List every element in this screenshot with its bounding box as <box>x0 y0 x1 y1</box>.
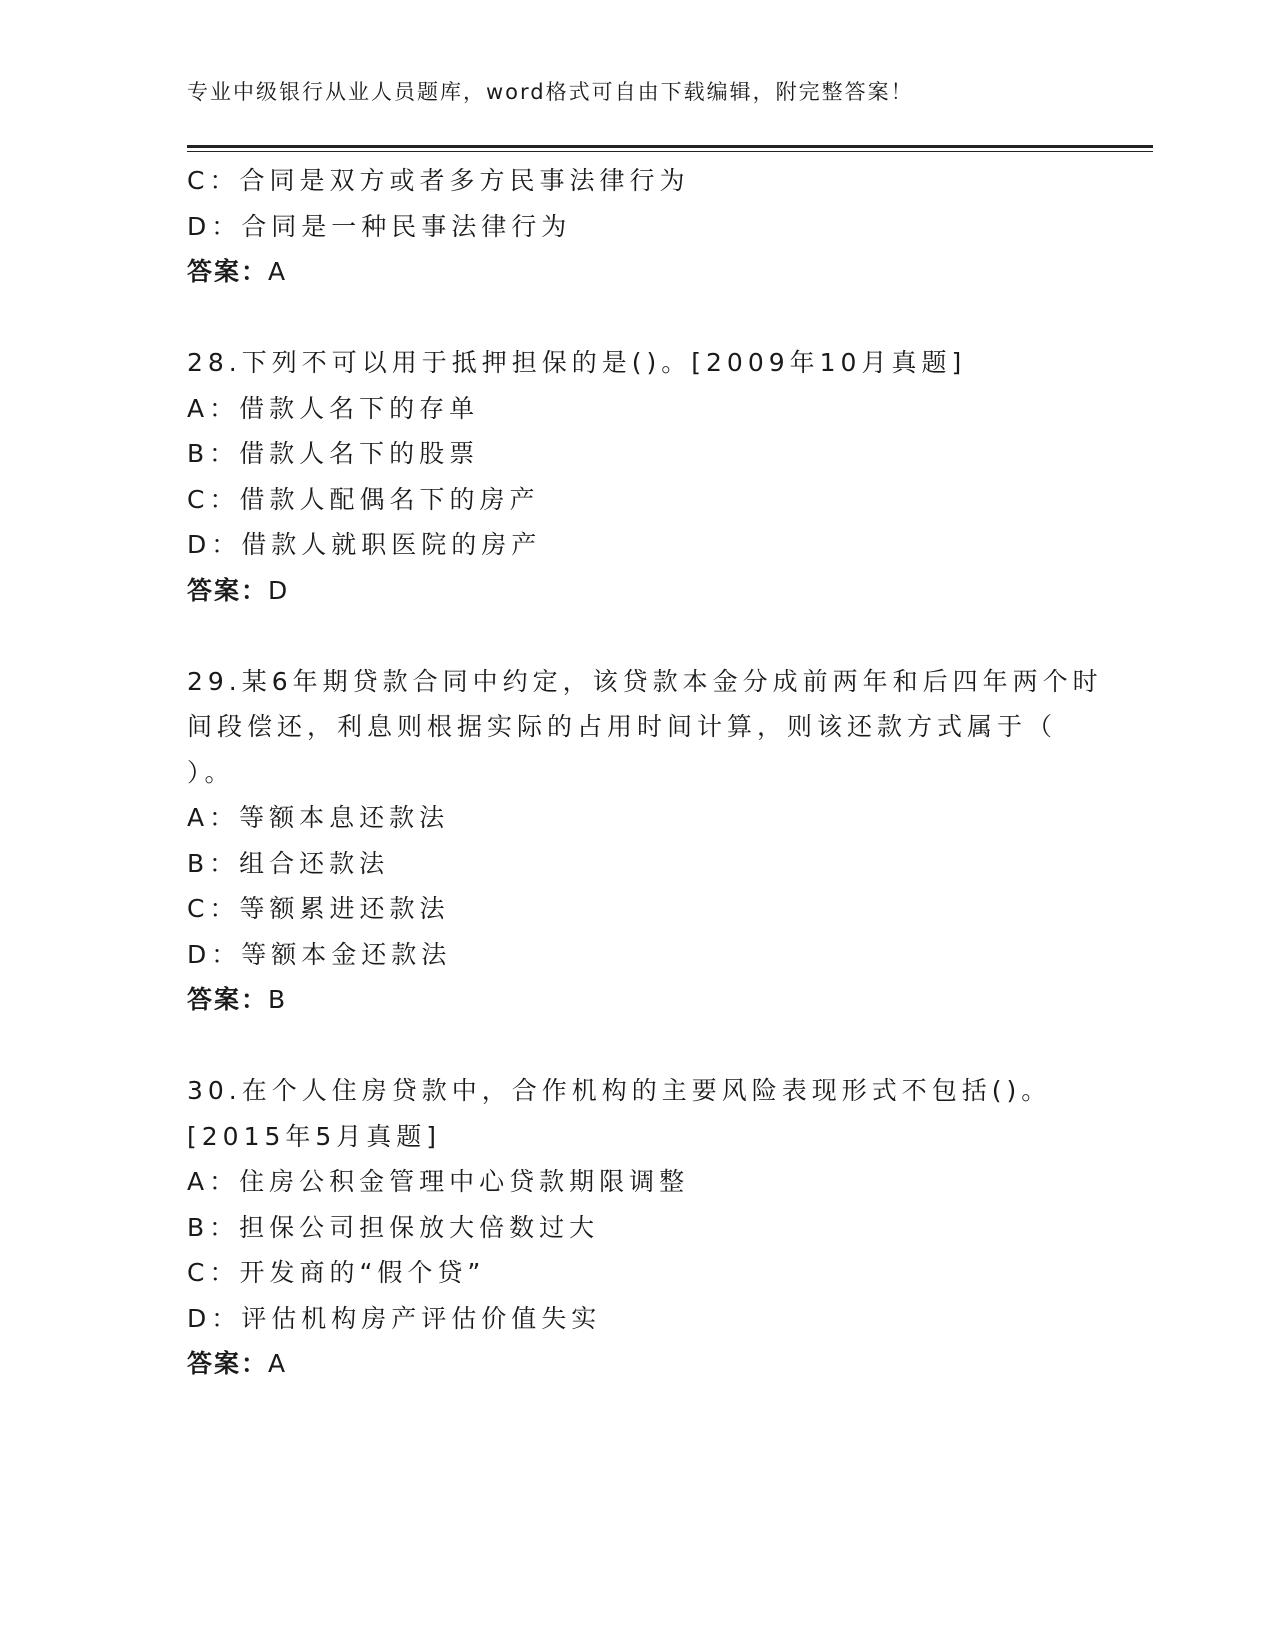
question-line: D：等额本金还款法 <box>187 939 452 969</box>
answer-label: 答案： <box>187 257 269 286</box>
answer-line <box>187 249 1087 295</box>
header-rule-thin <box>187 151 1153 152</box>
answer-line <box>187 1341 1087 1387</box>
question-line: 28.下列不可以用于抵押担保的是()。[2009年10月真题] <box>187 348 967 377</box>
answer-value: B <box>268 985 287 1014</box>
answer-label: 答案： <box>187 575 269 605</box>
question-line: A：等额本息还款法 <box>187 803 450 832</box>
question-line: B：担保公司担保放大倍数过大 <box>187 1212 600 1242</box>
question-line: A：住房公积金管理中心贷款期限调整 <box>187 1167 690 1196</box>
answer-value: A <box>268 257 287 286</box>
question-line: 30.在个人住房贷款中，合作机构的主要风险表现形式不包括()。 <box>187 1076 1052 1105</box>
question-block <box>187 158 1087 295</box>
question-line: C：借款人配偶名下的房产 <box>187 484 540 514</box>
question-line: 间段偿还，利息则根据实际的占用时间计算，则该还款方式属于（ <box>187 712 1058 741</box>
question-line: C：等额累进还款法 <box>187 894 450 923</box>
question-line: D：评估机构房产评估价值失实 <box>187 1303 602 1333</box>
answer-label: 答案： <box>187 1349 269 1378</box>
question-line: ）。 <box>187 757 235 787</box>
block-gap <box>187 295 1087 341</box>
question-list <box>187 158 1103 1387</box>
answer-value: A <box>268 1349 287 1378</box>
answer-line <box>187 977 1087 1023</box>
block-gap <box>187 613 1087 659</box>
question-line: B：借款人名下的股票 <box>187 439 480 468</box>
question-block <box>187 340 1087 613</box>
question-line: 29.某6年期贷款合同中约定，该贷款本金分成前两年和后四年两个时 <box>187 666 1103 696</box>
page-header: 专业中级银行从业人员题库，word格式可自由下载编辑，附完整答案！ <box>187 80 914 104</box>
answer-label: 答案： <box>187 985 269 1014</box>
question-line: D：借款人就职医院的房产 <box>187 530 542 559</box>
block-gap <box>187 1023 1087 1069</box>
header-rule-thick <box>187 145 1153 148</box>
question-line: B：组合还款法 <box>187 848 390 878</box>
question-line: C：合同是双方或者多方民事法律行为 <box>187 166 690 195</box>
answer-line <box>187 568 1087 614</box>
question-line: [2015年5月真题] <box>187 1121 442 1151</box>
question-line: A：借款人名下的存单 <box>187 393 480 423</box>
question-block <box>187 659 1103 1023</box>
question-line: D：合同是一种民事法律行为 <box>187 211 572 241</box>
question-line: C：开发商的“假个贷” <box>187 1258 486 1287</box>
answer-value: D <box>268 575 289 605</box>
question-block <box>187 1068 1087 1387</box>
